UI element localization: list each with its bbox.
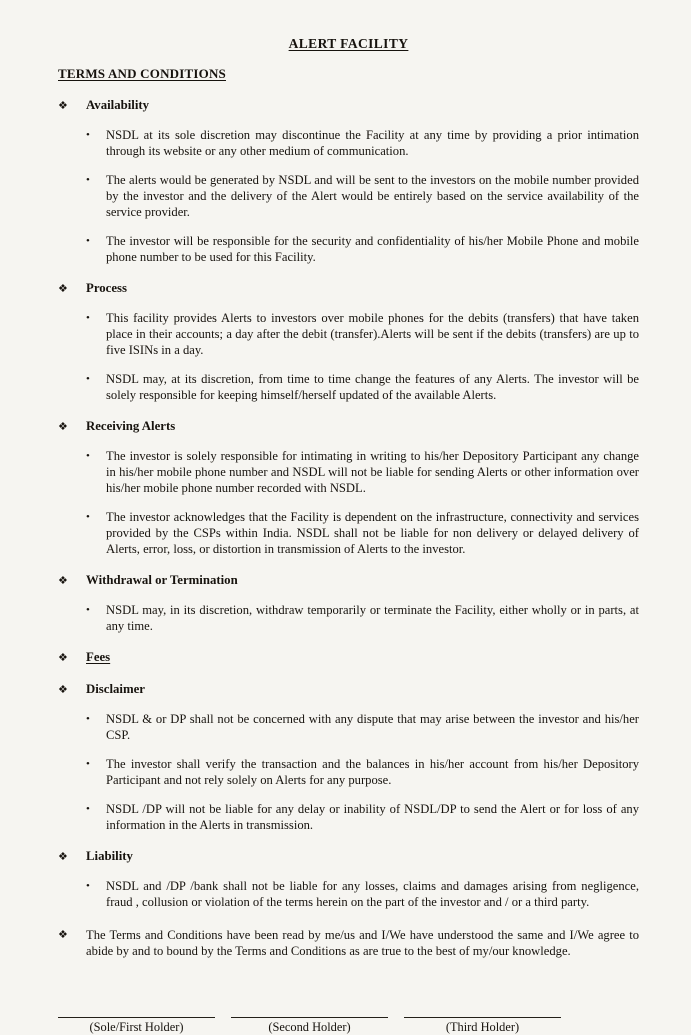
bullet-text: NSDL & or DP shall not be concerned with any dispute that may arise between the investor and his/her CSP. bbox=[106, 712, 639, 742]
dot-bullet-icon: • bbox=[86, 511, 90, 523]
signature-label: (Sole/First Holder) bbox=[89, 1020, 184, 1034]
section-process bbox=[58, 280, 639, 403]
section-heading-row bbox=[58, 280, 639, 297]
bullet-text: The investor acknowledges that the Facility is dependent on the infrastructure, connectivity and services provided by the CSPs within India. NSDL shall not be liable for non delivery or delayed delivery of Alerts, error, loss, or distortion in transmission of Alerts to the investor. bbox=[106, 510, 639, 556]
page-title-text: ALERT FACILITY bbox=[288, 36, 409, 51]
bullet-item bbox=[58, 371, 639, 403]
signature-area bbox=[58, 1017, 639, 1035]
signature-line-sole-first-holder bbox=[58, 1017, 215, 1035]
section-heading-row bbox=[58, 418, 639, 435]
terms-and-conditions-heading bbox=[58, 66, 639, 82]
bullet-item bbox=[58, 602, 639, 634]
section-receiving-alerts bbox=[58, 418, 639, 557]
section-heading-row bbox=[58, 97, 639, 114]
dot-bullet-icon: • bbox=[86, 235, 90, 247]
signature-label: (Second Holder) bbox=[268, 1020, 351, 1034]
diamond-bullet-icon: ❖ bbox=[58, 100, 68, 112]
diamond-bullet-icon: ❖ bbox=[58, 929, 68, 941]
bullet-item bbox=[58, 233, 639, 265]
diamond-bullet-icon: ❖ bbox=[58, 684, 68, 696]
section-heading: Receiving Alerts bbox=[86, 419, 176, 433]
section-heading-row bbox=[58, 848, 639, 865]
dot-bullet-icon: • bbox=[86, 312, 90, 324]
section-fees bbox=[58, 649, 639, 666]
page-title bbox=[58, 36, 639, 52]
dot-bullet-icon: • bbox=[86, 713, 90, 725]
diamond-bullet-icon: ❖ bbox=[58, 283, 68, 295]
bullet-text: The investor is solely responsible for intimating in writing to his/her Depository Participant any change in his/her mobile phone number and NSDL will not be liable for sending Alerts or other information over his/her mobile phone number recorded with NSDL. bbox=[106, 449, 639, 495]
bullet-item bbox=[58, 310, 639, 358]
section-heading: Withdrawal or Termination bbox=[86, 573, 238, 587]
bullet-item bbox=[58, 756, 639, 788]
signature-label: (Third Holder) bbox=[445, 1020, 520, 1034]
bullet-text: NSDL may, in its discretion, withdraw temporarily or terminate the Facility, either wholly or in parts, at any time. bbox=[106, 603, 639, 633]
bullet-text: NSDL at its sole discretion may discontinue the Facility at any time by providing a prior intimation through its website or any other medium of communication. bbox=[106, 128, 639, 158]
dot-bullet-icon: • bbox=[86, 803, 90, 815]
bullet-text: The alerts would be generated by NSDL and will be sent to the investors on the mobile number provided by the investor and the delivery of the Alert would be entirely based on the service availability of the service provider. bbox=[106, 173, 639, 219]
section-liability bbox=[58, 848, 639, 910]
bullet-item bbox=[58, 878, 639, 910]
diamond-bullet-icon: ❖ bbox=[58, 575, 68, 587]
signature-line-second-holder bbox=[231, 1017, 388, 1035]
diamond-bullet-icon: ❖ bbox=[58, 421, 68, 433]
bullet-text: The investor will be responsible for the security and confidentiality of his/her Mobile Phone and mobile phone number to be used for this Facility. bbox=[106, 234, 639, 264]
bullet-item bbox=[58, 509, 639, 557]
section-heading: Process bbox=[86, 281, 127, 295]
terms-and-conditions-text: TERMS AND CONDITIONS bbox=[58, 66, 226, 81]
bullet-text: NSDL and /DP /bank shall not be liable for any losses, claims and damages arising from negligence, fraud , collusion or violation of the terms herein on the part of the investor and / or a third party. bbox=[106, 879, 639, 909]
bullet-item bbox=[58, 801, 639, 833]
dot-bullet-icon: • bbox=[86, 450, 90, 462]
closing-text: The Terms and Conditions have been read by me/us and I/We have understood the same and I/We agree to abide by and to bound by the Terms and Conditions as are true to the best of my/our knowledge. bbox=[86, 928, 639, 958]
bullet-text: This facility provides Alerts to investors over mobile phones for the debits (transfers) that have taken place in their accounts; a day after the debit (transfer).Alerts will be sent if the debits (transfers) are up to five ISINs in a day. bbox=[106, 311, 639, 357]
bullet-item bbox=[58, 711, 639, 743]
section-heading-row bbox=[58, 681, 639, 698]
diamond-bullet-icon: ❖ bbox=[58, 851, 68, 863]
dot-bullet-icon: • bbox=[86, 758, 90, 770]
bullet-item bbox=[58, 172, 639, 220]
signature-line-third-holder bbox=[404, 1017, 561, 1035]
section-heading-row bbox=[58, 572, 639, 589]
dot-bullet-icon: • bbox=[86, 880, 90, 892]
closing-acknowledgment bbox=[58, 927, 639, 959]
dot-bullet-icon: • bbox=[86, 129, 90, 141]
dot-bullet-icon: • bbox=[86, 373, 90, 385]
bullet-text: NSDL may, at its discretion, from time to time change the features of any Alerts. The investor will be solely responsible for keeping himself/herself updated of the available Alerts. bbox=[106, 372, 639, 402]
section-heading: Disclaimer bbox=[86, 682, 145, 696]
section-heading-row bbox=[58, 649, 639, 666]
bullet-text: The investor shall verify the transaction and the balances in his/her account from his/her Depository Participant and not rely solely on Alerts for any purpose. bbox=[106, 757, 639, 787]
section-heading: Availability bbox=[86, 98, 150, 112]
section-heading: Liability bbox=[86, 849, 133, 863]
section-disclaimer bbox=[58, 681, 639, 833]
dot-bullet-icon: • bbox=[86, 604, 90, 616]
bullet-item bbox=[58, 127, 639, 159]
bullet-item bbox=[58, 448, 639, 496]
bullet-text: NSDL /DP will not be liable for any delay or inability of NSDL/DP to send the Alert or for loss of any information in the Alerts in transmission. bbox=[106, 802, 639, 832]
section-heading: Fees bbox=[86, 650, 111, 664]
section-withdrawal-or-termination bbox=[58, 572, 639, 634]
diamond-bullet-icon: ❖ bbox=[58, 652, 68, 664]
dot-bullet-icon: • bbox=[86, 174, 90, 186]
section-availability bbox=[58, 97, 639, 265]
